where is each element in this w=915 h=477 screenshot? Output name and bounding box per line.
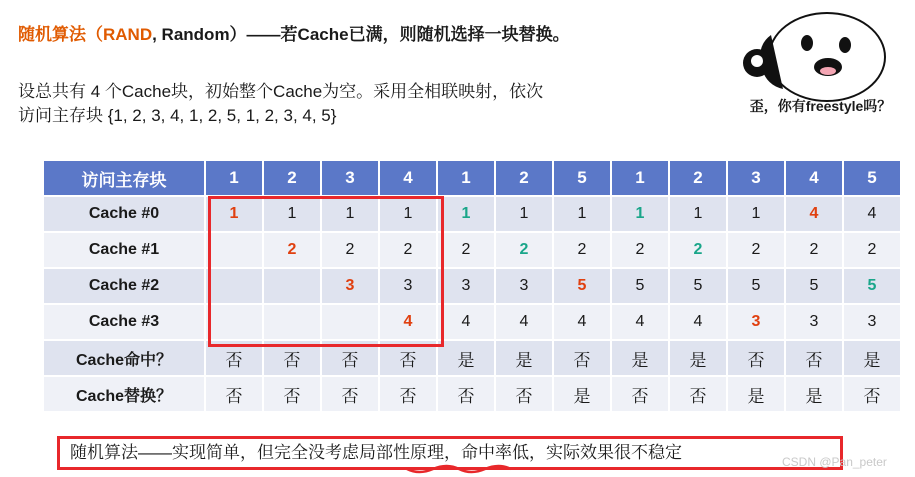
slide-title xyxy=(18,20,570,45)
table-cell: 4 xyxy=(438,305,494,339)
underline-scribble-icon xyxy=(405,463,515,477)
header-label: 访问主存块 xyxy=(44,161,204,195)
table-cell: 5 xyxy=(728,269,784,303)
table-cell: 1 xyxy=(264,197,320,231)
table-cell: 2 xyxy=(322,233,378,267)
table-cell: 否 xyxy=(786,341,842,375)
table-cell: 否 xyxy=(264,377,320,411)
problem-description xyxy=(18,80,668,128)
row-label: Cache #1 xyxy=(44,233,204,267)
table-cell: 1 xyxy=(380,197,436,231)
table-cell: 4 xyxy=(380,305,436,339)
table-row xyxy=(44,341,900,375)
access-col-3: 3 xyxy=(322,161,378,195)
table-cell: 2 xyxy=(496,233,552,267)
table-cell: 5 xyxy=(786,269,842,303)
table-cell: 4 xyxy=(496,305,552,339)
table-cell: 3 xyxy=(322,269,378,303)
row-label: Cache #3 xyxy=(44,305,204,339)
table-row xyxy=(44,269,900,303)
table-cell: 5 xyxy=(612,269,668,303)
table-cell: 否 xyxy=(438,377,494,411)
access-col-8: 1 xyxy=(612,161,668,195)
table-cell: 4 xyxy=(554,305,610,339)
access-col-7: 5 xyxy=(554,161,610,195)
table-cell: 否 xyxy=(380,341,436,375)
table-header-row xyxy=(44,161,900,195)
row-label: Cache替换？ xyxy=(44,377,204,411)
table-cell: 是 xyxy=(554,377,610,411)
table-cell: 3 xyxy=(380,269,436,303)
row-label: Cache #0 xyxy=(44,197,204,231)
table-cell xyxy=(322,305,378,339)
table-cell xyxy=(206,233,262,267)
table-cell: 是 xyxy=(496,341,552,375)
table-cell: 否 xyxy=(844,377,900,411)
access-col-10: 3 xyxy=(728,161,784,195)
table-cell: 1 xyxy=(438,197,494,231)
cache-replacement-table xyxy=(42,159,902,413)
table-cell: 3 xyxy=(496,269,552,303)
table-row xyxy=(44,305,900,339)
table-cell: 否 xyxy=(554,341,610,375)
meme-face-icon xyxy=(743,13,885,101)
table-cell: 否 xyxy=(322,377,378,411)
access-col-4: 4 xyxy=(380,161,436,195)
table-cell: 否 xyxy=(380,377,436,411)
table-cell: 1 xyxy=(554,197,610,231)
table-cell: 1 xyxy=(612,197,668,231)
table-cell: 否 xyxy=(496,377,552,411)
table-cell: 5 xyxy=(670,269,726,303)
table-cell: 2 xyxy=(380,233,436,267)
table-cell: 2 xyxy=(844,233,900,267)
table-cell: 是 xyxy=(786,377,842,411)
watermark: CSDN @Pan_peter xyxy=(782,455,887,469)
table-cell: 2 xyxy=(264,233,320,267)
table-cell: 3 xyxy=(786,305,842,339)
table-cell: 2 xyxy=(786,233,842,267)
table-cell: 1 xyxy=(670,197,726,231)
row-label: Cache #2 xyxy=(44,269,204,303)
description-line-2: 访问主存块 {1, 2, 3, 4, 1, 2, 5, 1, 2, 3, 4, 5} xyxy=(18,106,337,125)
table-cell: 2 xyxy=(670,233,726,267)
title-prefix: 随机算法（ xyxy=(18,25,103,44)
conclusion-text: 随机算法——实现简单，但完全没考虑局部性原理，命中率低，实际效果很不稳定 xyxy=(70,443,682,462)
table-cell: 是 xyxy=(438,341,494,375)
table-cell: 是 xyxy=(844,341,900,375)
table-cell: 4 xyxy=(612,305,668,339)
table-cell: 2 xyxy=(554,233,610,267)
table-cell: 是 xyxy=(670,341,726,375)
table-cell: 1 xyxy=(322,197,378,231)
table-cell: 2 xyxy=(612,233,668,267)
meme-caption: 歪，你有freestyle吗？ xyxy=(749,98,892,114)
table-cell: 否 xyxy=(264,341,320,375)
table-cell: 1 xyxy=(496,197,552,231)
table-row xyxy=(44,197,900,231)
table-cell xyxy=(264,305,320,339)
table-cell: 5 xyxy=(844,269,900,303)
table-cell: 否 xyxy=(206,341,262,375)
table-cell: 1 xyxy=(206,197,262,231)
row-label: Cache命中？ xyxy=(44,341,204,375)
title-suffix: , Random）——若Cache已满，则随机选择一块替换。 xyxy=(152,25,570,44)
access-col-5: 1 xyxy=(438,161,494,195)
table-cell xyxy=(206,269,262,303)
table-cell: 4 xyxy=(844,197,900,231)
title-highlight: RAND xyxy=(103,25,153,44)
table-cell: 4 xyxy=(786,197,842,231)
table-cell: 2 xyxy=(438,233,494,267)
table-cell: 1 xyxy=(728,197,784,231)
table-cell: 2 xyxy=(728,233,784,267)
table-cell xyxy=(206,305,262,339)
table-cell: 否 xyxy=(612,377,668,411)
access-col-1: 1 xyxy=(206,161,262,195)
table-cell: 3 xyxy=(728,305,784,339)
access-col-9: 2 xyxy=(670,161,726,195)
description-line-1: 设总共有 4 个Cache块，初始整个Cache为空。采用全相联映射，依次 xyxy=(18,82,544,101)
table-cell: 4 xyxy=(670,305,726,339)
table-row xyxy=(44,233,900,267)
table-cell: 是 xyxy=(728,377,784,411)
access-col-12: 5 xyxy=(844,161,900,195)
table-cell: 5 xyxy=(554,269,610,303)
access-col-2: 2 xyxy=(264,161,320,195)
table-cell: 否 xyxy=(670,377,726,411)
table-cell xyxy=(264,269,320,303)
access-col-11: 4 xyxy=(786,161,842,195)
access-col-6: 2 xyxy=(496,161,552,195)
table-cell: 否 xyxy=(206,377,262,411)
table-cell: 3 xyxy=(844,305,900,339)
table-cell: 否 xyxy=(322,341,378,375)
table-cell: 3 xyxy=(438,269,494,303)
table-cell: 否 xyxy=(728,341,784,375)
table-row xyxy=(44,377,900,411)
table-cell: 是 xyxy=(612,341,668,375)
